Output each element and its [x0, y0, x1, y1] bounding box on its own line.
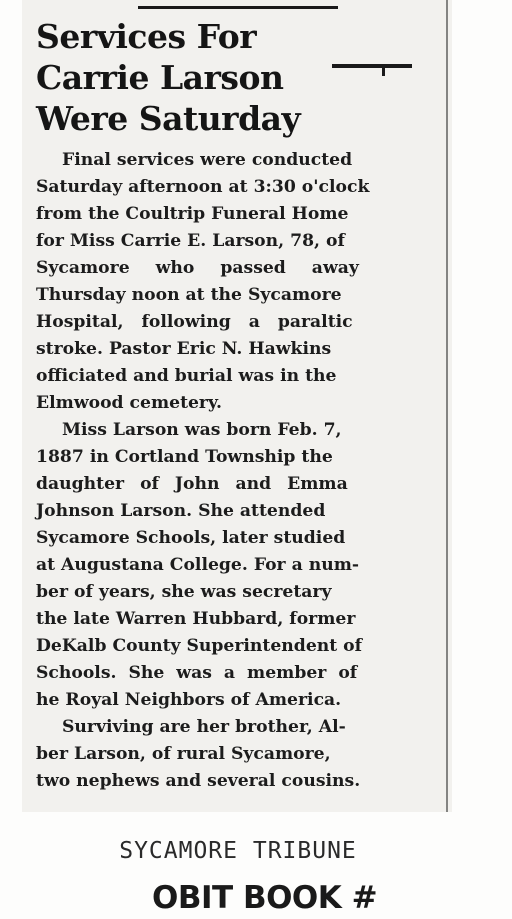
body-line: from the Coultrip Funeral Home [36, 204, 349, 224]
body-line: Hospital, following a paraltic [36, 312, 353, 332]
obit-book-label: OBIT BOOK # [152, 880, 378, 916]
column-top-rule [138, 6, 338, 9]
body-line: the late Warren Hubbard, former [36, 609, 356, 629]
body-line: Saturday afternoon at 3:30 o'clock [36, 177, 370, 197]
newspaper-source: SYCAMORE TRIBUNE [119, 838, 357, 864]
body-line: ber Larson, of rural Sycamore, [36, 744, 331, 764]
obituary-headline [36, 16, 436, 139]
body-line: for Miss Carrie E. Larson, 78, of [36, 231, 345, 251]
body-line: Thursday noon at the Sycamore [36, 285, 342, 305]
body-line: Elmwood cemetery. [36, 393, 222, 413]
headline-line: Were Saturday [36, 99, 301, 138]
body-line: 1887 in Cortland Township the [36, 447, 333, 467]
body-line: stroke. Pastor Eric N. Hawkins [36, 339, 332, 359]
clipping-edge [446, 0, 448, 812]
body-line: DeKalb County Superintendent of [36, 636, 363, 656]
headline-rule-tick [382, 64, 385, 76]
body-line: Sycamore who passed away [36, 258, 359, 278]
body-line: Sycamore Schools, later studied [36, 528, 346, 548]
body-line: two nephews and several cousins. [36, 771, 361, 791]
headline-line: Services For [36, 17, 257, 56]
body-line: Miss Larson was born Feb. 7, [62, 420, 342, 440]
body-line: ber of years, she was secretary [36, 582, 332, 602]
headline-line: Carrie Larson [36, 58, 284, 97]
body-line: Final services were conducted [62, 150, 353, 170]
body-line: Schools. She was a member of [36, 663, 358, 683]
body-line: daughter of John and Emma [36, 474, 348, 494]
body-line: Surviving are her brother, Al- [62, 717, 346, 737]
body-line: officiated and burial was in the [36, 366, 337, 386]
body-line: he Royal Neighbors of America. [36, 690, 342, 710]
body-line: Johnson Larson. She attended [36, 501, 326, 521]
obituary-body [36, 147, 438, 795]
body-line: at Augustana College. For a num- [36, 555, 360, 575]
headline-rule-mark [332, 64, 412, 68]
